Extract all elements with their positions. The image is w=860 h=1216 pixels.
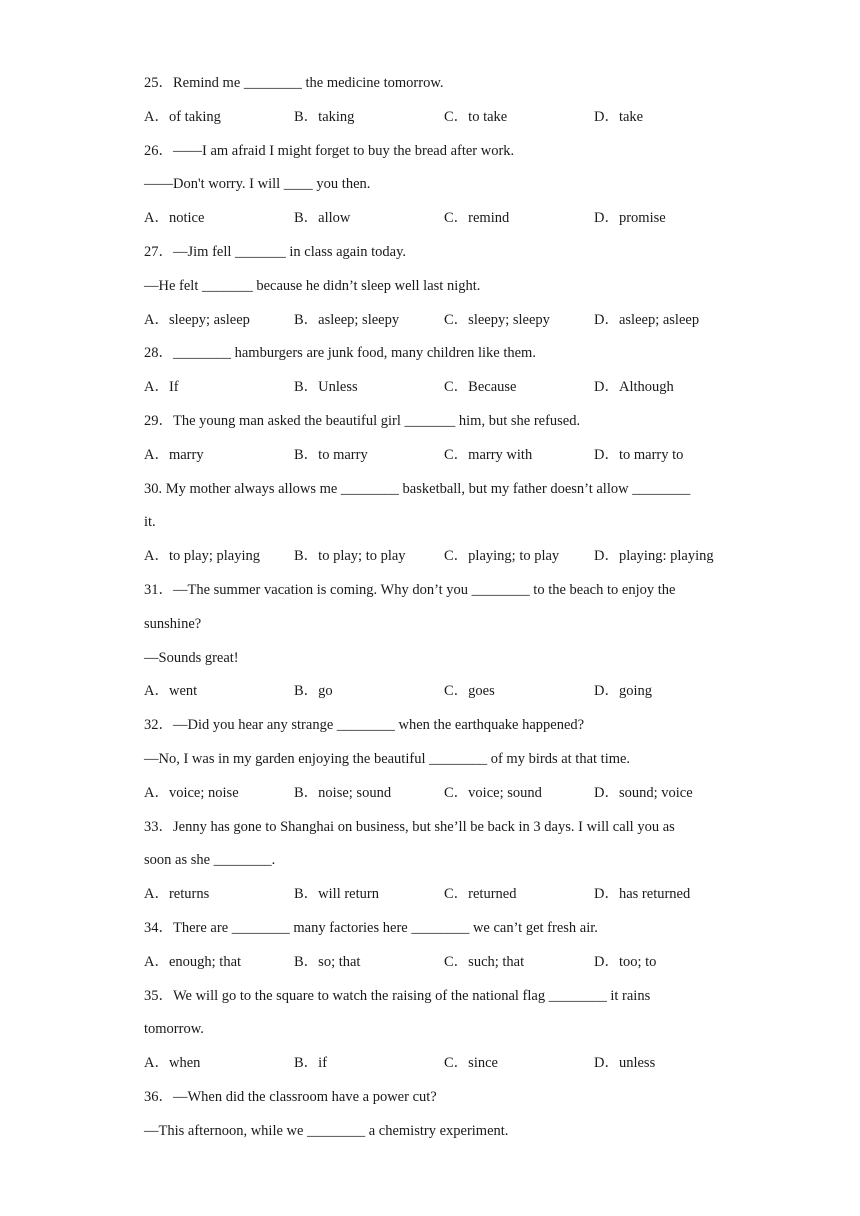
question-block (144, 340, 724, 408)
question-block (144, 915, 724, 983)
option-a: A．went (144, 683, 198, 700)
question-line: it. (144, 514, 156, 531)
option-c: C．playing; to play (444, 548, 560, 565)
options-row (144, 780, 724, 814)
option-c: C．voice; sound (444, 784, 542, 801)
option-a: A．returns (144, 886, 210, 903)
question-block (144, 138, 724, 239)
options-row (144, 1050, 724, 1084)
question-stem: 30. My mother always allows me ________ basketball, but my father doesn’t allow ________ (144, 480, 691, 497)
question-stem: 32．—Did you hear any strange ________ when the earthquake happened? (144, 717, 585, 734)
option-c: C．Because (444, 379, 517, 396)
options-row (144, 881, 724, 915)
question-stem: 27．—Jim fell _______ in class again today. (144, 243, 407, 260)
option-d: D．has returned (594, 886, 691, 903)
option-b: B．taking (294, 108, 355, 125)
question-block (144, 70, 724, 138)
option-b: B．noise; sound (294, 784, 392, 801)
options-row (144, 442, 724, 476)
option-d: D．take (594, 108, 644, 125)
option-b: B．go (294, 683, 333, 700)
options-row (144, 205, 724, 239)
option-c: C．goes (444, 683, 495, 700)
question-stem: 36．—When did the classroom have a power cut? (144, 1088, 437, 1105)
option-c: C．to take (444, 108, 508, 125)
question-stem: 28．________ hamburgers are junk food, many children like them. (144, 345, 536, 362)
question-line: —He felt _______ because he didn’t sleep well last night. (144, 277, 481, 294)
option-b: B．if (294, 1055, 328, 1072)
option-d: D．asleep; asleep (594, 311, 700, 328)
option-a: A．of taking (144, 108, 221, 125)
option-a: A．voice; noise (144, 784, 239, 801)
question-line: tomorrow. (144, 1021, 204, 1038)
question-block (144, 476, 724, 577)
options-row (144, 307, 724, 341)
option-a: A．when (144, 1055, 201, 1072)
question-line: —No, I was in my garden enjoying the beautiful ________ of my birds at that time. (144, 750, 631, 767)
question-stem: 25．Remind me ________ the medicine tomorrow. (144, 75, 444, 91)
question-block (144, 577, 724, 712)
option-d: D．unless (594, 1055, 656, 1072)
option-c: C．such; that (444, 953, 525, 970)
option-a: A．to play; playing (144, 548, 260, 565)
question-stem: 26．——I am afraid I might forget to buy the bread after work. (144, 142, 515, 159)
option-b: B．allow (294, 210, 351, 227)
options-row (144, 949, 724, 983)
option-c: C．sleepy; sleepy (444, 311, 550, 328)
question-block (144, 1084, 724, 1152)
question-line: sunshine? (144, 615, 202, 632)
question-block (144, 408, 724, 476)
question-block (144, 239, 724, 340)
option-a: A．sleepy; asleep (144, 311, 250, 328)
option-d: D．Although (594, 379, 674, 396)
question-line: —This afternoon, while we ________ a chemistry experiment. (144, 1122, 509, 1139)
question-stem: 29．The young man asked the beautiful girl _______ him, but she refused. (144, 412, 581, 429)
question-line: soon as she ________. (144, 852, 276, 869)
option-c: C．marry with (444, 446, 533, 463)
question-line: ——Don't worry. I will ____ you then. (144, 176, 371, 193)
option-d: D．sound; voice (594, 784, 693, 801)
question-line: —Sounds great! (144, 649, 239, 666)
question-block (144, 814, 724, 915)
options-row (144, 543, 724, 577)
option-c: C．returned (444, 886, 517, 903)
option-a: A．If (144, 379, 179, 396)
options-row (144, 374, 724, 408)
question-block (144, 712, 724, 813)
option-c: C．remind (444, 210, 510, 227)
question-stem: 35．We will go to the square to watch the raising of the national flag ________ it rains (144, 987, 651, 1004)
question-stem: 33．Jenny has gone to Shanghai on business, but she’ll be back in 3 days. I will call you as (144, 818, 675, 835)
option-a: A．notice (144, 210, 205, 227)
option-d: D．playing: playing (594, 548, 714, 565)
option-b: B．asleep; sleepy (294, 311, 400, 328)
option-b: B．will return (294, 886, 379, 903)
option-d: D．too; to (594, 953, 657, 970)
options-row (144, 678, 724, 712)
question-block (144, 983, 724, 1084)
exam-page (144, 70, 724, 1152)
option-d: D．promise (594, 210, 666, 227)
option-b: B．Unless (294, 379, 358, 396)
option-d: D．to marry to (594, 446, 684, 463)
question-stem: 31．—The summer vacation is coming. Why don’t you ________ to the beach to enjoy the (144, 581, 676, 598)
question-stem: 34．There are ________ many factories here ________ we can’t get fresh air. (144, 919, 598, 936)
option-a: A．marry (144, 446, 204, 463)
option-b: B．to play; to play (294, 548, 406, 565)
option-b: B．so; that (294, 953, 361, 970)
option-d: D．going (594, 683, 652, 700)
options-row (144, 104, 724, 138)
option-c: C．since (444, 1055, 498, 1072)
option-a: A．enough; that (144, 953, 242, 970)
option-b: B．to marry (294, 446, 368, 463)
